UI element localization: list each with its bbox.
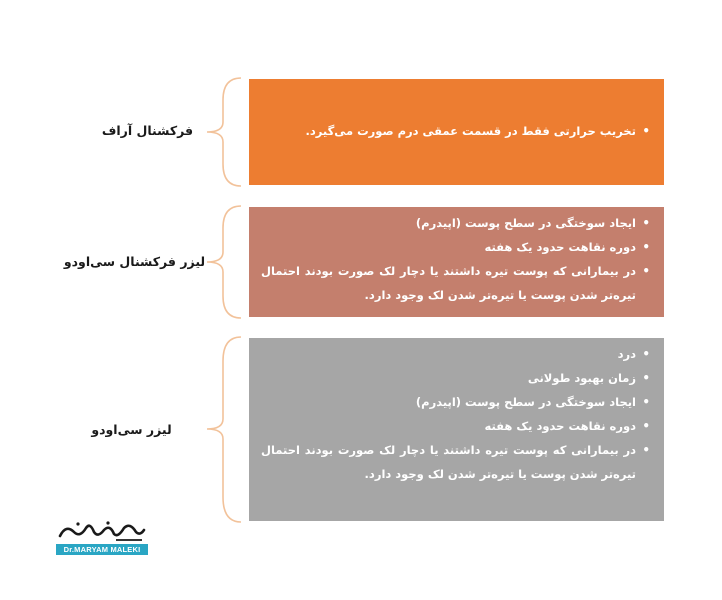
list-item: • درد (261, 342, 652, 366)
brace-bracket (203, 335, 247, 524)
row-label-fractional-rf: فرکشنال آراف (101, 123, 194, 138)
row-box-fractional-co2 (249, 207, 664, 317)
list-item: • دوره نقاهت حدود یک هفته (261, 235, 652, 259)
brace-bracket (203, 204, 247, 320)
list-item: • در بیمارانی که پوست تیره داشتند یا دچار لک صورت بودند احتمال تیره‌تر شدن پوست یا تیره‌تر شدن لک وجود دارد. (261, 438, 652, 486)
logo-signature-icon (56, 520, 148, 542)
logo (56, 520, 148, 555)
list-item: • در بیمارانی که پوست تیره داشتند یا دچار لک صورت بودند احتمال تیره‌تر شدن پوست یا تیره‌تر شدن لک وجود دارد. (261, 259, 652, 307)
row-label-co2: لیزر سی‌اودو (91, 422, 172, 437)
list-item: • تخریب حرارتی فقط در قسمت عمقی درم صورت می‌گیرد. (261, 119, 652, 143)
list-item: • ایجاد سوختگی در سطح پوست (اپیدرم) (261, 390, 652, 414)
row-box-fractional-rf (249, 79, 664, 185)
row-label-fractional-co2: لیزر فرکشنال سی‌اودو (63, 254, 206, 269)
brace-bracket (203, 76, 247, 188)
logo-tagline: Dr.MARYAM MALEKI (56, 544, 148, 555)
list-item: • دوره نقاهت حدود یک هفته (261, 414, 652, 438)
list-item: • زمان بهبود طولانی (261, 366, 652, 390)
list-item: • ایجاد سوختگی در سطح پوست (اپیدرم) (261, 211, 652, 235)
row-box-co2 (249, 338, 664, 521)
